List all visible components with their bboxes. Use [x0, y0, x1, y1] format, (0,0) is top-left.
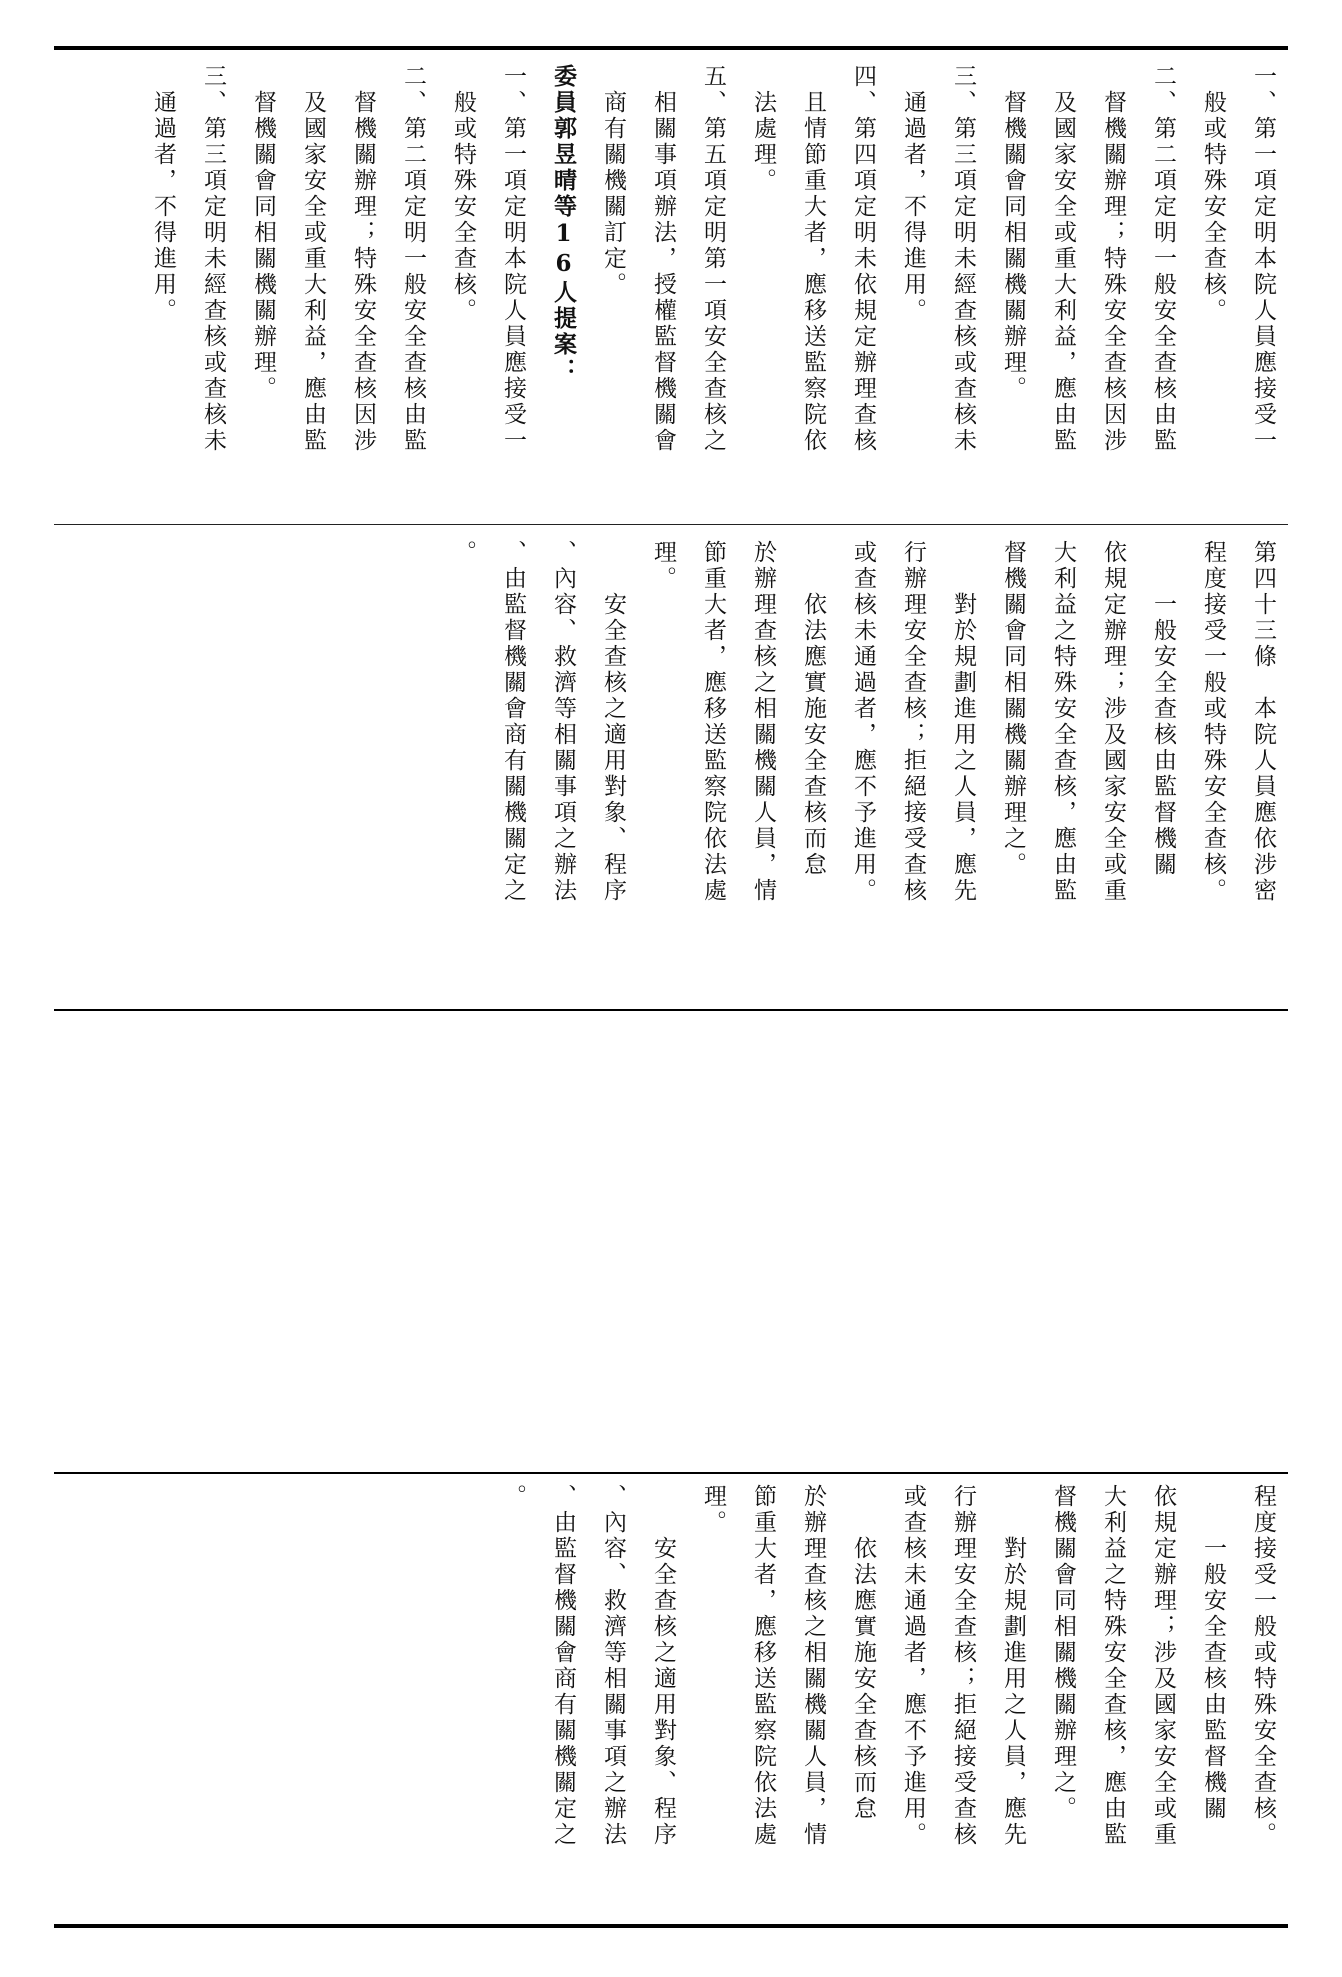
- text-line: 般或特殊安全查核。: [1200, 64, 1226, 324]
- text-line: 且情節重大者，應移送監察院依: [800, 64, 826, 454]
- text-line: 督機關辦理；特殊安全查核因涉: [1100, 64, 1126, 454]
- text-line: 安全查核之適用對象、程序: [650, 1484, 676, 1848]
- text-line: 及國家安全或重大利益，應由監: [1050, 64, 1076, 454]
- text-line: 二、第二項定明一般安全查核由監: [400, 64, 426, 454]
- text-line: 安全查核之適用對象、程序: [600, 540, 626, 904]
- text-line: 大利益之特殊安全查核，應由監: [1050, 540, 1076, 904]
- text-line: 於辦理查核之相關機關人員，情: [750, 540, 776, 904]
- text-line: 般或特殊安全查核。: [450, 64, 476, 324]
- text-line: 大利益之特殊安全查核，應由監: [1100, 1484, 1126, 1848]
- text-line: 督機關會同相關機關辦理之。: [1000, 540, 1026, 878]
- text-line: 依法應實施安全查核而怠: [800, 540, 826, 878]
- text-line: 行辦理安全查核；拒絕接受查核: [950, 1484, 976, 1848]
- text-line: 依規定辦理；涉及國家安全或重: [1100, 540, 1126, 904]
- text-line: 。: [500, 1484, 526, 1510]
- text-line: 五、第五項定明第一項安全查核之: [700, 64, 726, 454]
- text-line: 對於規劃進用之人員，應先: [1000, 1484, 1026, 1848]
- lower-left-column: [54, 1484, 1288, 1919]
- text-line: 一般安全查核由監督機關: [1200, 1484, 1226, 1822]
- text-line: 。: [450, 540, 476, 566]
- text-line: 商有關機關訂定。: [600, 64, 626, 298]
- text-line: 通過者，不得進用。: [900, 64, 926, 324]
- text-line: 通過者，不得進用。: [150, 64, 176, 324]
- text-line: 對於規劃進用之人員，應先: [950, 540, 976, 904]
- text-line: 四、第四項定明未依規定辦理查核: [850, 64, 876, 454]
- text-line: 理。: [650, 540, 676, 592]
- text-line: 督機關辦理；特殊安全查核因涉: [350, 64, 376, 454]
- text-line: 二、第二項定明一般安全查核由監: [1150, 64, 1176, 454]
- text-line: 一、第一項定明本院人員應接受一: [500, 64, 526, 454]
- text-line: 依法應實施安全查核而怠: [850, 1484, 876, 1822]
- text-line: 、由監督機關會商有關機關定之: [550, 1484, 576, 1848]
- text-line: 理。: [700, 1484, 726, 1536]
- text-line: 、內容、救濟等相關事項之辦法: [550, 540, 576, 904]
- upper-table-top-rule: [54, 46, 1288, 50]
- text-line: 、內容、救濟等相關事項之辦法: [600, 1484, 626, 1848]
- text-line: 、由監督機關會商有關機關定之: [500, 540, 526, 904]
- text-line: 法處理。: [750, 64, 776, 194]
- text-line: 節重大者，應移送監察院依法處: [700, 540, 726, 904]
- text-line: 一般安全查核由監督機關: [1150, 540, 1176, 878]
- proposer-heading: 委員郭昱晴等16人提案：: [550, 64, 577, 384]
- text-line: 依規定辦理；涉及國家安全或重: [1150, 1484, 1176, 1848]
- text-line: 督機關會同相關機關辦理。: [250, 64, 276, 402]
- text-line: 督機關會同相關機關辦理。: [1000, 64, 1026, 402]
- text-line: 相關事項辦法，授權監督機關會: [650, 64, 676, 454]
- lower-table-bottom-rule: [54, 1924, 1288, 1928]
- text-line: 行辦理安全查核；拒絕接受查核: [900, 540, 926, 904]
- text-line: 三、第三項定明未經查核或查核未: [950, 64, 976, 454]
- article-heading: 第四十三條 本院人員應依涉密: [1250, 540, 1276, 904]
- text-line: 節重大者，應移送監察院依法處: [750, 1484, 776, 1848]
- upper-middle-column: [54, 540, 1288, 1000]
- text-line: 程度接受一般或特殊安全查核。: [1200, 540, 1226, 904]
- text-line: 督機關會同相關機關辦理之。: [1050, 1484, 1076, 1822]
- text-line: 一、第一項定明本院人員應接受一: [1250, 64, 1276, 454]
- text-line: 於辦理查核之相關機關人員，情: [800, 1484, 826, 1848]
- text-line: 程度接受一般或特殊安全查核。: [1250, 1484, 1276, 1848]
- lower-table-top-rule: [54, 1472, 1288, 1474]
- text-line: 或查核未通過者，應不予進用。: [850, 540, 876, 904]
- text-line: 三、第三項定明未經查核或查核未: [200, 64, 226, 454]
- text-line: 或查核未通過者，應不予進用。: [900, 1484, 926, 1848]
- text-line: 及國家安全或重大利益，應由監: [300, 64, 326, 454]
- upper-right-column: [54, 64, 1288, 519]
